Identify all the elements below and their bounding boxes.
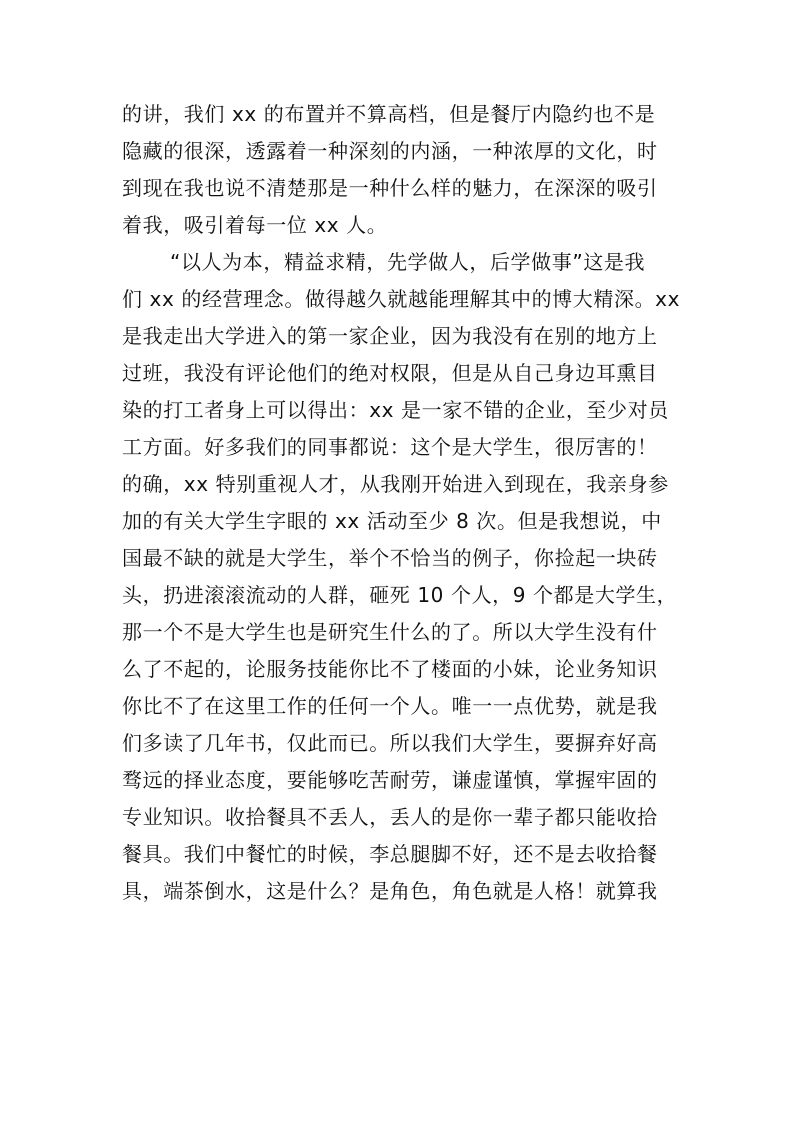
text-line: 过班，我没有评论他们的绝对权限，但是从自己身边耳熏目 xyxy=(122,361,658,385)
text-line: 国最不缺的就是大学生，举个不恰当的例子，你捡起一块砖 xyxy=(122,546,658,570)
text-line: 到现在我也说不清楚那是一种什么样的魅力，在深深的吸引 xyxy=(122,176,658,200)
text-line: 么了不起的，论服务技能你比不了楼面的小妹，论业务知识 xyxy=(122,657,658,681)
text-line: 们多读了几年书，仅此而已。所以我们大学生，要摒弃好高 xyxy=(122,731,658,755)
text-line: 具，端茶倒水，这是什么？是角色，角色就是人格！就算我 xyxy=(122,879,658,903)
text-line: 染的打工者身上可以得出：xx 是一家不错的企业，至少对员 xyxy=(122,398,669,422)
text-line: 专业知识。收拾餐具不丢人，丢人的是你一辈子都只能收拾 xyxy=(122,805,658,829)
body-text xyxy=(122,96,682,910)
text-line: 头，扔进滚滚流动的人群，砸死 10 个人，9 个都是大学生， xyxy=(122,583,678,607)
text-line: 骛远的择业态度，要能够吃苦耐劳，谦虚谨慎，掌握牢固的 xyxy=(122,768,658,792)
text-line: 工方面。好多我们的同事都说：这个是大学生，很厉害的！ xyxy=(122,435,658,459)
text-line: 那一个不是大学生也是研究生什么的了。所以大学生没有什 xyxy=(122,620,658,644)
text-line: 你比不了在这里工作的任何一个人。唯一一点优势，就是我 xyxy=(122,694,658,718)
text-line: 们 xx 的经营理念。做得越久就越能理解其中的博大精深。xx xyxy=(122,287,681,311)
text-line: 加的有关大学生字眼的 xx 活动至少 8 次。但是我想说，中 xyxy=(122,509,662,533)
text-line: 的确，xx 特别重视人才，从我刚开始进入到现在，我亲身参 xyxy=(122,472,669,496)
paragraph-first-line: “以人为本，精益求精，先学做人，后学做事”这是我 xyxy=(170,250,646,274)
text-line: 着我，吸引着每一位 xx 人。 xyxy=(122,213,388,237)
text-line: 隐藏的很深，透露着一种深刻的内涵，一种浓厚的文化，时 xyxy=(122,139,658,163)
text-line: 是我走出大学进入的第一家企业，因为我没有在别的地方上 xyxy=(122,324,658,348)
text-line: 餐具。我们中餐忙的时候，李总腿脚不好，还不是去收拾餐 xyxy=(122,842,658,866)
text-line: 的讲，我们 xx 的布置并不算高档，但是餐厅内隐约也不是 xyxy=(122,102,656,126)
